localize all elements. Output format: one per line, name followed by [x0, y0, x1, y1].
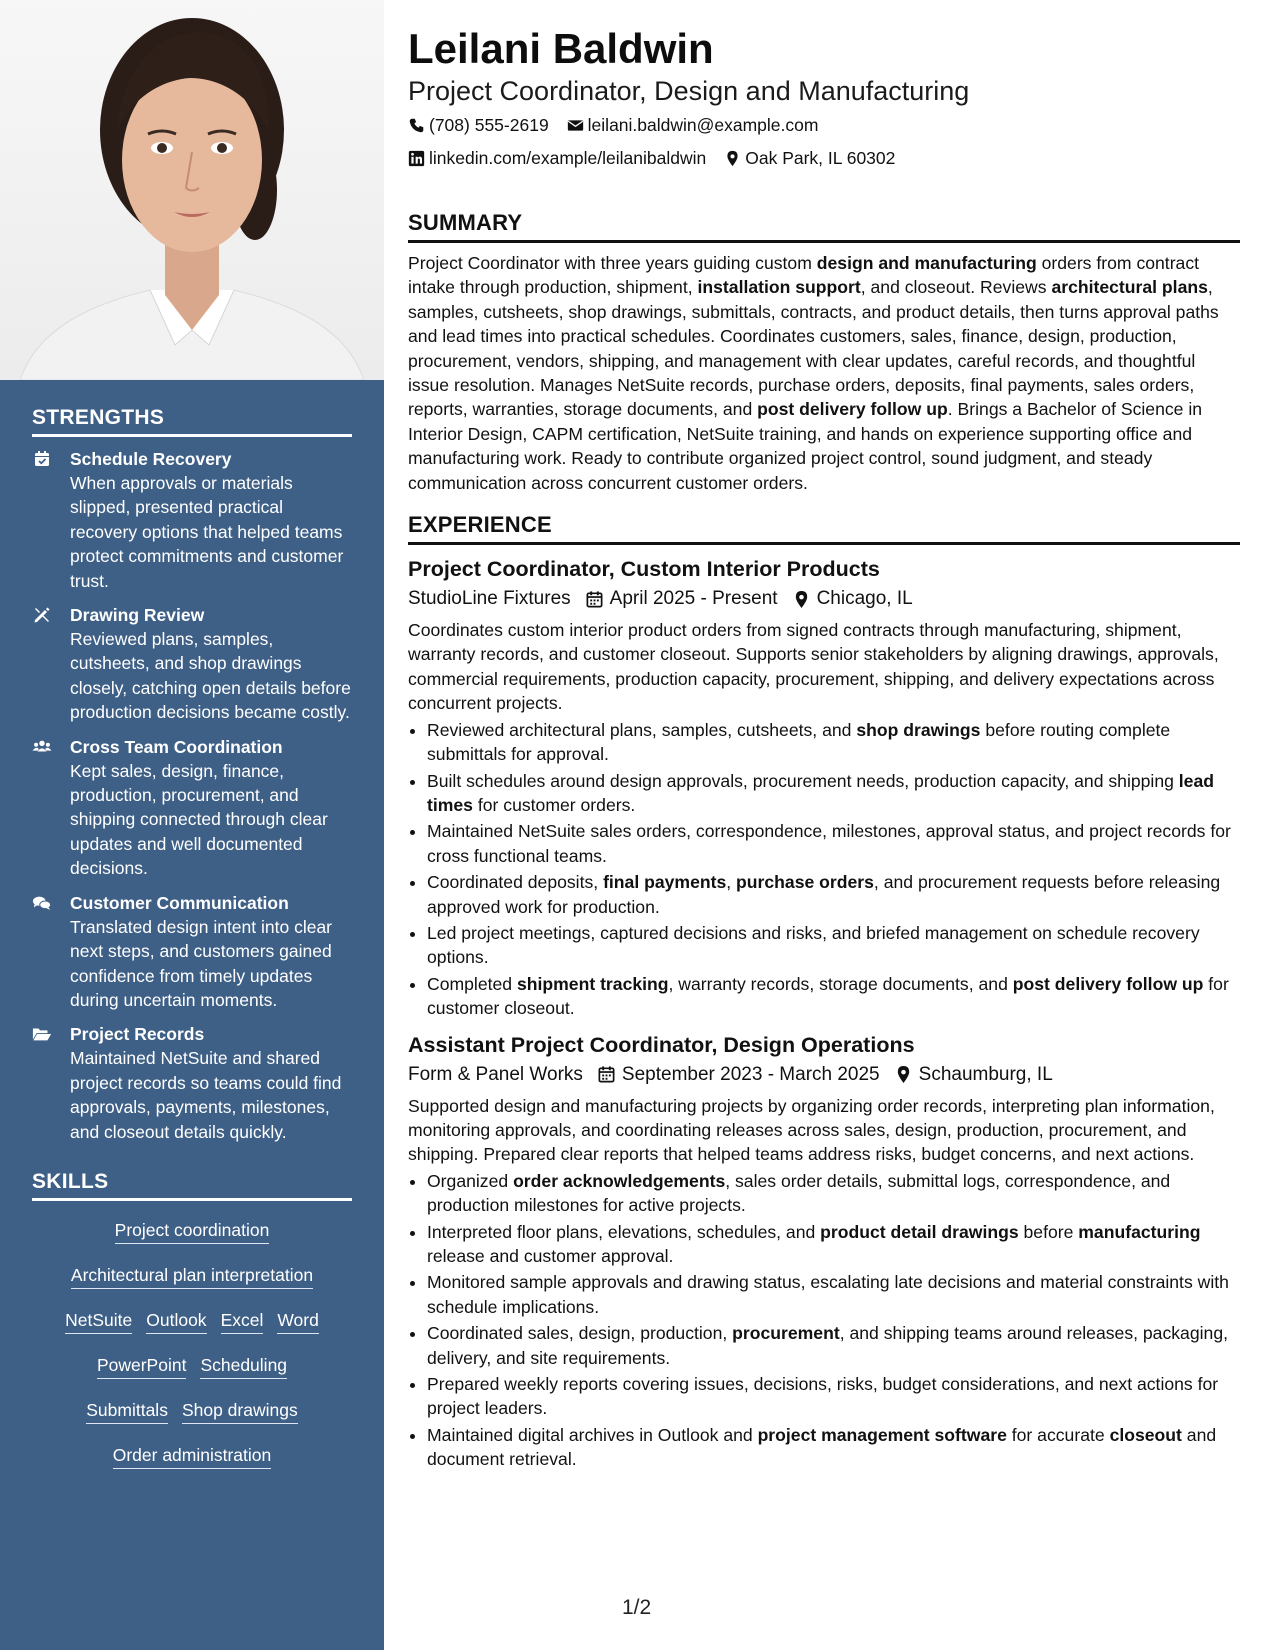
strength-desc: Reviewed plans, samples, cutsheets, and shop drawings closely, catching open details before production decisions became costly. — [70, 629, 351, 723]
text-run: , warranty records, storage documents, and — [668, 973, 1013, 994]
bold-text: design and manufacturing — [816, 253, 1037, 273]
summary-paragraph — [408, 251, 1240, 495]
bold-text: closeout — [1109, 1424, 1182, 1445]
text-run: Coordinated sales, design, production, — [427, 1323, 733, 1344]
job-bullet — [427, 1321, 1240, 1370]
job-bullet — [427, 718, 1240, 767]
text-run: before routing complete submittals for approval. — [427, 719, 1171, 765]
text-run: and document retrieval. — [427, 1424, 1217, 1470]
profile-photo — [0, 0, 384, 380]
bold-text: manufacturing — [1078, 1221, 1201, 1242]
candidate-name: Leilani Baldwin — [408, 25, 714, 72]
job-bullet — [427, 921, 1240, 970]
users-icon — [32, 735, 70, 881]
job-title: Project Coordinator, Custom Interior Products — [408, 557, 880, 582]
strengths-heading: STRENGTHS — [32, 406, 352, 437]
summary-heading: SUMMARY — [408, 210, 1240, 243]
bold-text: post delivery follow up — [757, 399, 948, 420]
text-run: for accurate — [1006, 1424, 1110, 1445]
map-pin-icon — [894, 1065, 913, 1084]
job-entry — [408, 1030, 1240, 1472]
skills-list — [32, 1218, 352, 1471]
job-bullet — [427, 870, 1240, 919]
contact-row — [408, 142, 1240, 174]
envelope-icon — [567, 117, 584, 134]
strength-item — [32, 891, 352, 1013]
bold-text: project management software — [757, 1424, 1007, 1445]
text-run: , samples, cutsheets, shop drawings, submittals, contracts, and product details, then turns approval paths and lead times into practical schedules. Coordinates customers, sales, finance, design, production, procurement, vendors, shipping, and management with clear updates, careful records, and thoughtful issue resolution. Manages NetSuite records, purchase orders, deposits, final payments, sales orders, reports, warranties, storage documents, and — [408, 277, 1219, 420]
text-run: before — [1018, 1221, 1079, 1242]
text-run: Coordinated deposits, — [427, 872, 604, 893]
strength-title: Schedule Recovery — [70, 449, 232, 469]
skill-tag: NetSuite — [65, 1308, 132, 1334]
strengths-list — [32, 447, 352, 1144]
job-entry — [408, 554, 1240, 1021]
job-title: Assistant Project Coordinator, Design Operations — [408, 1032, 915, 1057]
job-bullet — [427, 769, 1240, 818]
skill-tag: Order administration — [113, 1443, 272, 1469]
pencil-ruler-icon — [32, 603, 70, 725]
bold-text: shop drawings — [856, 719, 981, 740]
job-bullets — [408, 718, 1240, 1021]
text-run: , and procurement requests before releasing approved work for production. — [427, 872, 1221, 917]
text-run: Completed — [427, 973, 517, 994]
text-run: Maintained NetSuite sales orders, correspondence, milestones, approval status, and project records for cross functional teams. — [427, 821, 1231, 866]
job-meta — [408, 584, 1240, 614]
folder-open-icon — [32, 1022, 70, 1144]
phone-text: (708) 555-2619 — [429, 115, 549, 135]
strength-item — [32, 447, 352, 593]
skill-tag: Word — [277, 1308, 319, 1334]
job-location: Schaumburg, IL — [918, 1063, 1053, 1085]
job-bullet — [427, 1270, 1240, 1319]
skill-tag: Submittals — [86, 1398, 168, 1424]
strength-item — [32, 603, 352, 725]
text-run: , and closeout. Reviews — [860, 277, 1052, 298]
text-run: Reviewed architectural plans, samples, cutsheets, and — [427, 719, 857, 740]
email-text: leilani.baldwin@example.com — [587, 115, 819, 135]
text-run: Organized — [427, 1170, 514, 1191]
linkedin-text: linkedin.com/example/leilanibaldwin — [429, 148, 707, 168]
experience-heading: EXPERIENCE — [408, 512, 1240, 545]
skill-tag: Shop drawings — [182, 1398, 298, 1424]
strength-item — [32, 1022, 352, 1144]
skill-tag: Project coordination — [115, 1218, 270, 1244]
strength-item — [32, 735, 352, 881]
bold-text: product detail drawings — [820, 1221, 1019, 1242]
bold-text: post delivery follow up — [1012, 973, 1204, 994]
job-description: Coordinates custom interior product orders from signed contracts through manufacturing, shipment, warranty records, and customer closeout. Supports senior stakeholders by aligning drawings, approvals, commercial requirements, production capacity, procurement, shipping, and delivery expectations across concurrent projects. — [408, 620, 1219, 714]
bold-text: procurement — [732, 1323, 840, 1344]
text-run: , and shipping teams around releases, packaging, delivery, and site requirements. — [427, 1323, 1228, 1368]
bold-text: final payments — [603, 872, 727, 893]
text-run: release and customer approval. — [427, 1246, 674, 1266]
job-meta — [408, 1060, 1240, 1090]
calendar-icon — [585, 590, 604, 609]
text-run: for customer orders. — [472, 794, 636, 815]
job-bullet — [427, 1169, 1240, 1218]
email-contact[interactable] — [567, 109, 819, 141]
job-location: Chicago, IL — [816, 588, 913, 610]
strength-desc: Maintained NetSuite and shared project records so teams could find approvals, payments, milestones, and closeout details quickly. — [70, 1048, 342, 1142]
page-number: 1/2 — [622, 1596, 652, 1619]
portrait-illustration — [0, 0, 384, 380]
job-description: Supported design and manufacturing projects by organizing order records, interpreting plan information, monitoring approvals, and coordinating releases across sales, design, production, procurement, and shipping. Prepared clear reports that helped teams address risks, budget concerns, and next actions. — [408, 1095, 1215, 1165]
skill-tag: Outlook — [146, 1308, 206, 1334]
bold-text: architectural plans — [1051, 277, 1208, 298]
bold-text: shipment tracking — [516, 973, 669, 994]
phone-contact[interactable] — [408, 109, 549, 141]
text-run: Maintained digital archives in Outlook and — [427, 1424, 758, 1445]
bold-text: order acknowledgements — [513, 1170, 726, 1191]
strength-desc: Kept sales, design, finance, production, procurement, and shipping connected through clear updates and well documented decisions. — [70, 760, 328, 879]
job-company: StudioLine Fixtures — [408, 588, 571, 610]
job-bullet — [427, 1372, 1240, 1421]
strength-title: Cross Team Coordination — [70, 736, 283, 757]
strength-title: Customer Communication — [70, 892, 289, 913]
text-run: , — [726, 872, 737, 893]
map-pin-icon — [724, 150, 741, 167]
job-company: Form & Panel Works — [408, 1063, 583, 1085]
text-run: Interpreted floor plans, elevations, schedules, and — [427, 1221, 821, 1242]
job-bullets — [408, 1169, 1240, 1472]
text-run: Monitored sample approvals and drawing status, escalating late decisions and material constraints with schedule implications. — [427, 1272, 1229, 1317]
strength-title: Drawing Review — [70, 605, 205, 626]
job-bullet — [427, 819, 1240, 868]
calendar-icon — [597, 1065, 616, 1084]
sidebar-content — [32, 406, 352, 1471]
text-run: Prepared weekly reports covering issues, decisions, risks, budget considerations, and next actions for project leaders. — [427, 1374, 1219, 1419]
text-run: . Brings a Bachelor of Science in Interior Design, CAPM certification, NetSuite training, and hands on experience supporting office and manufacturing work. Ready to contribute organized project control, sound judgment, and steady communication across concurrent customer orders. — [408, 399, 1203, 493]
job-dates: September 2023 - March 2025 — [621, 1063, 880, 1085]
location-text: Oak Park, IL 60302 — [745, 148, 896, 168]
bold-text: purchase orders — [736, 872, 874, 893]
bold-text: installation support — [697, 277, 861, 298]
strength-desc: When approvals or materials slipped, presented practical recovery options that helped teams protect commitments and customer trust. — [70, 473, 344, 591]
bold-text: lead times — [427, 770, 1215, 815]
skills-heading: SKILLS — [32, 1170, 352, 1201]
comments-icon — [32, 891, 70, 1013]
skill-tag: PowerPoint — [97, 1353, 187, 1379]
calendar-check-icon — [32, 447, 70, 593]
map-pin-icon — [792, 590, 811, 609]
candidate-title: Project Coordinator, Design and Manufacturing — [408, 76, 970, 106]
linkedin-contact[interactable] — [408, 142, 706, 174]
skill-tag: Architectural plan interpretation — [71, 1263, 313, 1289]
text-run: for customer closeout. — [427, 973, 1229, 1019]
sidebar — [0, 0, 384, 1650]
contact-row — [408, 109, 1240, 141]
text-run: Project Coordinator with three years guiding custom — [408, 253, 817, 273]
strength-desc: Translated design intent into clear next steps, and customers gained confidence from timely updates during uncertain moments. — [70, 916, 333, 1010]
strength-title: Project Records — [70, 1024, 205, 1045]
skill-tag: Excel — [221, 1308, 264, 1334]
main-content — [408, 24, 1240, 1472]
text-run: orders from contract intake through production, shipment, — [408, 253, 1200, 298]
text-run: , sales order details, submittal logs, correspondence, and production milestones for active projects. — [427, 1170, 1171, 1216]
location-contact — [724, 142, 895, 174]
text-run: Built schedules around design approvals, procurement needs, production capacity, and shipping — [427, 770, 1179, 791]
phone-icon — [408, 117, 425, 134]
text-run: Led project meetings, captured decisions and risks, and briefed management on schedule recovery options. — [427, 922, 1200, 968]
job-bullet — [427, 1220, 1240, 1269]
job-bullet — [427, 972, 1240, 1021]
skill-tag: Scheduling — [200, 1353, 287, 1379]
job-dates: April 2025 - Present — [609, 588, 778, 610]
linkedin-icon — [408, 150, 425, 167]
job-bullet — [427, 1423, 1240, 1472]
